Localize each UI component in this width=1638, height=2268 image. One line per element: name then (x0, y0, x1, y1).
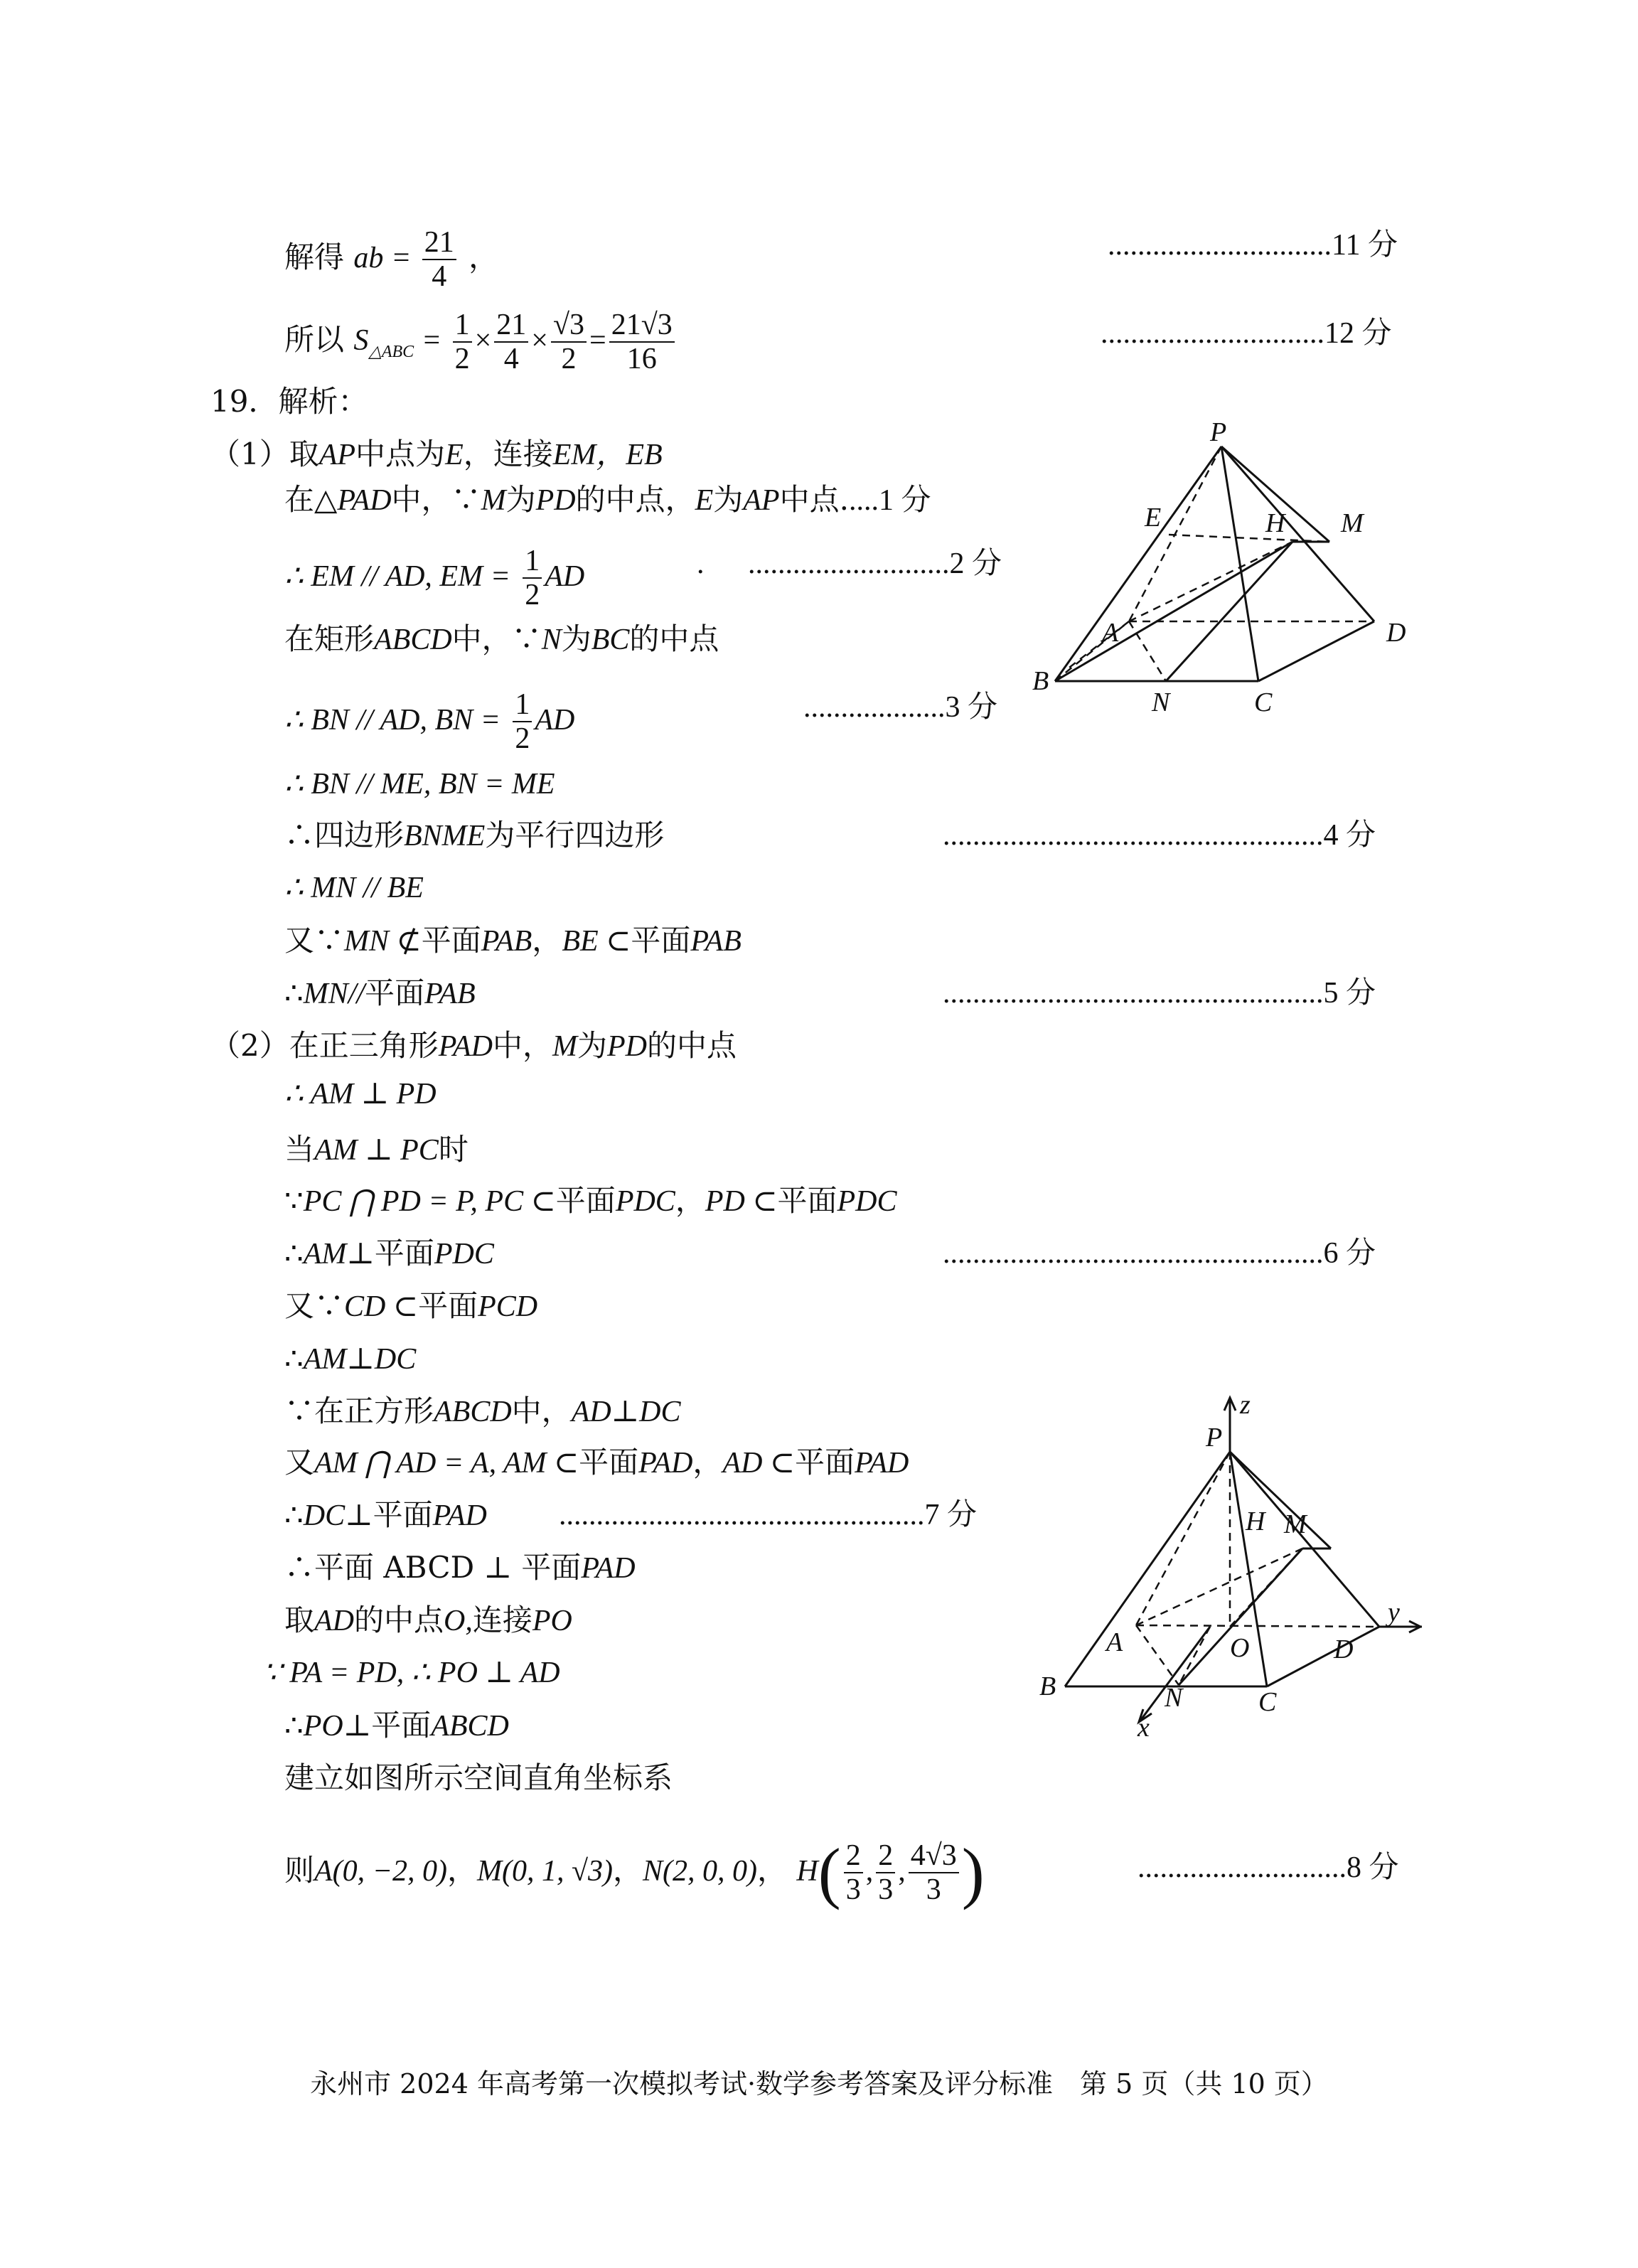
p1-line-3: ∴ EM // AD, EM = $\frac{1}{2}$ AD (284, 545, 585, 611)
label-M: M (1284, 1509, 1307, 1539)
p2-line-7: ∴AM⊥DC (284, 1341, 417, 1376)
label-y: y (1388, 1598, 1400, 1627)
label-D: D (1386, 618, 1406, 648)
p2-line-16-coordinates: 则A(0, −2, 0)，M(0, 1, √3)，N(2, 0, 0)， H( $\frac{2}{3}$ , $\frac{2}{3}$ , $\frac{4√3}{3}$ ) (284, 1834, 985, 1910)
subscript-abc: △ABC (368, 343, 414, 361)
fraction-half: $\frac{1}{2}$ (523, 545, 542, 611)
label-B: B (1039, 1671, 1056, 1701)
solution-line-ab: 解得 ab = $\frac{21}{4}$ ， (284, 226, 499, 293)
p2-line-11: ∴平面 ABCD ⊥ 平面PAD (284, 1550, 636, 1585)
question-19-header: 19．解析： (210, 384, 368, 419)
fraction: $\frac{2}{3}$ (844, 1839, 863, 1906)
p1-line-6: ∴ BN // ME, BN = ME (284, 768, 555, 801)
label-A: A (1102, 618, 1119, 648)
fraction: $\frac{4√3}{3}$ (909, 1839, 959, 1906)
p1-line-7: ∴四边形BNME为平行四边形 (284, 818, 665, 852)
score-8: ............................8 分 (1138, 1851, 1399, 1884)
p1-line-5: ∴ BN // AD, BN = $\frac{1}{2}$ AD (284, 688, 575, 755)
text: 解得 (284, 240, 345, 274)
pyramid-figure-2 (1024, 1394, 1422, 1749)
score-2: ...........................2 分 (748, 547, 1002, 580)
pyramid-figure-1 (1024, 419, 1422, 732)
label-N: N (1165, 1683, 1183, 1713)
score-12: ..............................12 分 (1101, 317, 1392, 350)
p2-line-15: 建立如图所示空间直角坐标系 (284, 1760, 673, 1795)
score-6: ...................................................6 分 (943, 1237, 1376, 1270)
score-1: ....1 分 (848, 484, 931, 517)
label-H: H (1265, 508, 1285, 538)
fraction: $\frac{21}{4}$ (494, 309, 528, 375)
label-N: N (1152, 688, 1170, 717)
score-4: ...................................................4 分 (943, 819, 1376, 852)
fraction: $\frac{21√3}{16}$ (609, 309, 675, 375)
p1-line-1: （1）取AP中点为E，连接EM，EB (210, 437, 663, 471)
p2-line-1: （2）在正三角形PAD中，M为PD的中点 (210, 1028, 737, 1063)
p2-line-9: 又AM ⋂ AD = A, AM ⊂平面PAD，AD ⊂平面PAD (284, 1445, 909, 1480)
solution-line-area: 所以 $S_{\triangle ABC}$ = $\frac{1}{2}$ × $\frac{21}{4}$ × $\frac{√3}{2}$ = $\frac{21√3}{16}$ (284, 309, 678, 375)
fraction: $\frac{1}{2}$ (453, 309, 472, 375)
label-D: D (1334, 1635, 1354, 1664)
text: 所以 (284, 322, 345, 357)
p2-line-13: ∵ PA = PD, ∴ PO ⊥ AD (263, 1657, 560, 1689)
fraction-half: $\frac{1}{2}$ (513, 688, 532, 755)
p2-line-14: ∴PO⊥平面ABCD (284, 1708, 509, 1743)
p2-line-4: ∵PC ⋂ PD = P, PC ⊂平面PDC，PD ⊂平面PDC (284, 1183, 897, 1218)
label-O: O (1230, 1633, 1250, 1663)
p2-line-2: ∴ AM ⊥ PD (284, 1078, 437, 1111)
p2-line-10: ∴DC⊥平面PAD (284, 1497, 487, 1532)
label-C: C (1254, 688, 1273, 717)
dot: . (697, 547, 705, 580)
p1-line-4: 在矩形ABCD中，∵N为BC的中点 (284, 621, 719, 656)
label-H: H (1246, 1507, 1265, 1536)
var-ab: ab (353, 242, 384, 274)
fraction: $\frac{√3}{2}$ (551, 309, 587, 375)
p1-line-9: 又∵MN ⊄平面PAB，BE ⊂平面PAB (284, 923, 742, 958)
score-7: .................................................7 分 (559, 1499, 978, 1531)
label-P: P (1210, 419, 1227, 447)
fraction-21-4: $\frac{21}{4}$ (422, 226, 456, 293)
p1-line-8: ∴ MN // BE (284, 872, 424, 904)
p2-line-8: ∵在正方形ABCD中，AD⊥DC (284, 1394, 681, 1428)
score-3: ...................3 分 (803, 691, 998, 724)
p1-line-10: ∴MN//平面PAB (284, 975, 476, 1010)
punct: ， (469, 240, 499, 274)
label-x: x (1138, 1713, 1150, 1743)
label-z: z (1240, 1394, 1251, 1420)
p2-line-5: ∴AM⊥平面PDC (284, 1236, 494, 1271)
label-A: A (1106, 1627, 1123, 1657)
p2-line-6: 又∵CD ⊂平面PCD (284, 1288, 538, 1323)
score-5: ...................................................5 分 (943, 977, 1376, 1010)
label-E: E (1145, 503, 1162, 533)
p1-line-2: 在△PAD中，∵M为PD的中点，E为AP中点.....1 分 (284, 482, 931, 517)
label-C: C (1258, 1687, 1277, 1717)
fraction: $\frac{2}{3}$ (876, 1839, 895, 1906)
label-M: M (1341, 508, 1364, 538)
page-footer: 永州市 2024 年高考第一次模拟考试·数学参考答案及评分标准 第 5 页（共 10 页） (310, 2068, 1328, 2099)
label-P: P (1206, 1423, 1223, 1453)
var-S: S (353, 324, 369, 357)
label-B: B (1032, 666, 1049, 696)
score-11: ..............................11 分 (1108, 229, 1398, 262)
p2-line-12: 取AD的中点O,连接PO (284, 1603, 572, 1637)
p2-line-3: 当AM ⊥ PC时 (284, 1132, 469, 1167)
